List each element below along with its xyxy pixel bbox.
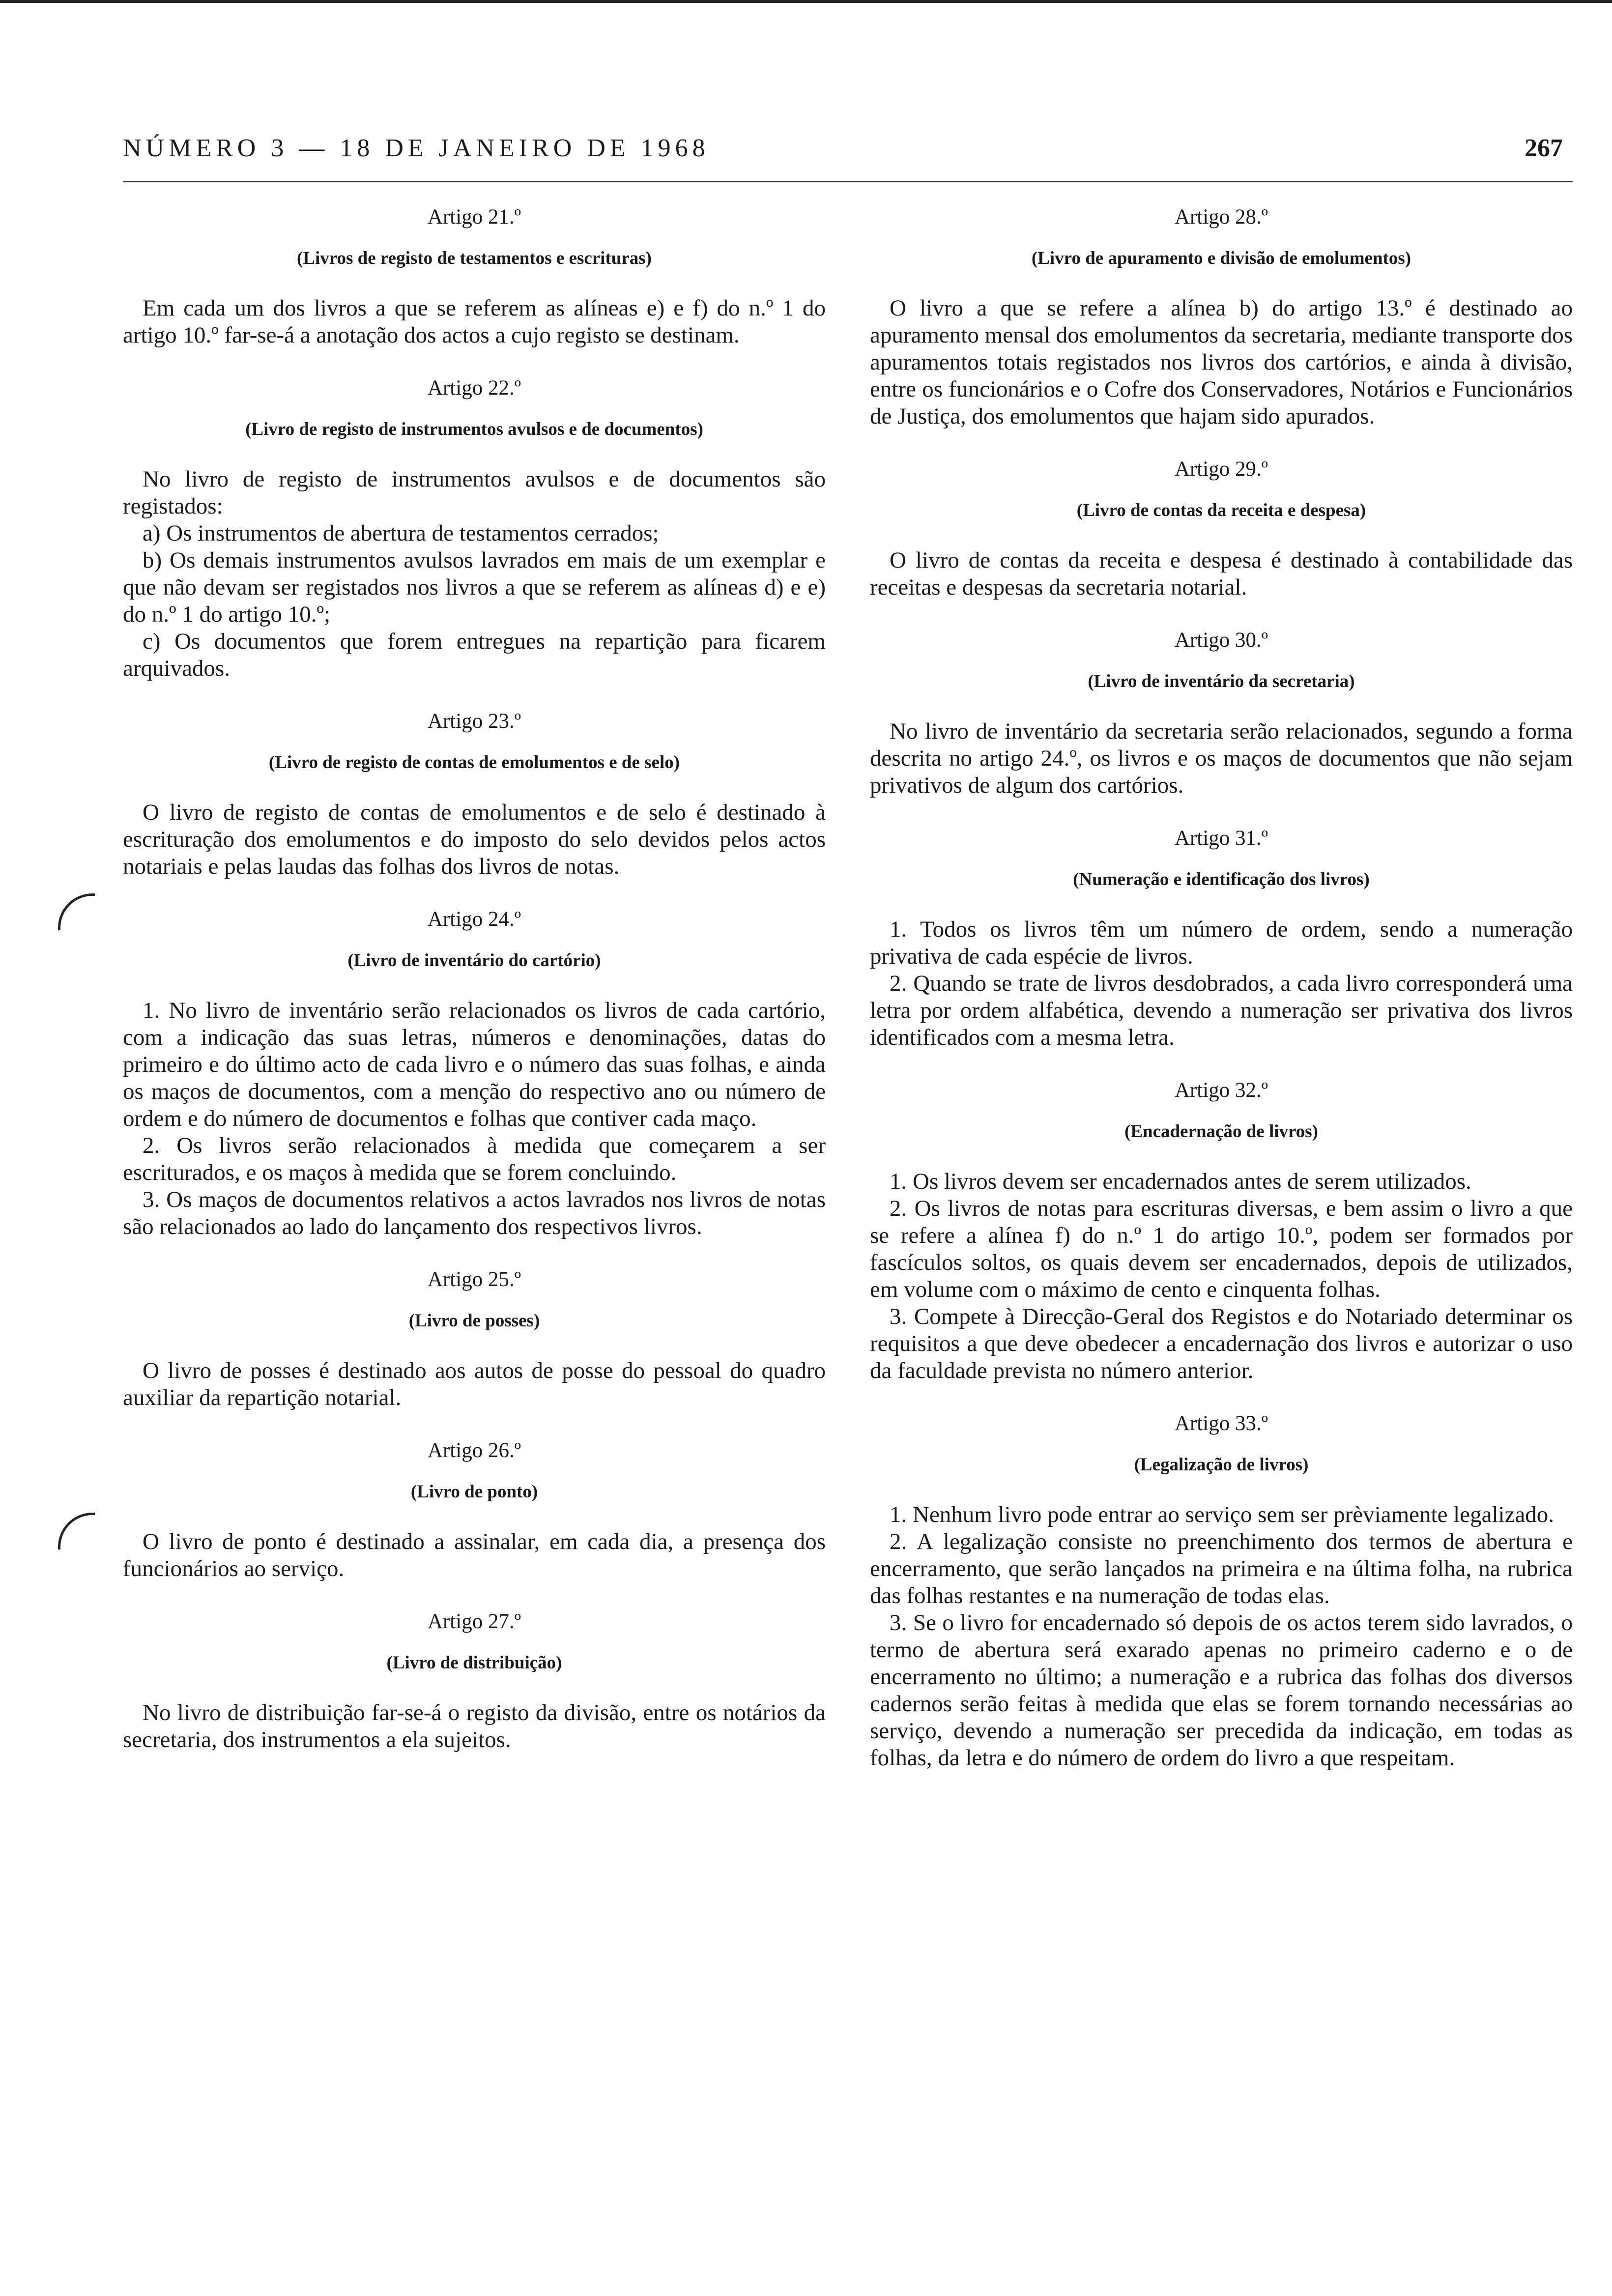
article-title: Artigo 33.º: [1174, 1412, 1268, 1435]
article-paragraph: O livro a que se refere a alínea b) do artigo 13.º é destinado ao apuramento mensal dos emolumentos da secretaria, mediante transporte dos apuramentos totais registados nos livros dos cartórios, e ainda à divisão, entre os funcionários e o Cofre dos Conservadores, Notários e Funcionários de Justiça, dos emolumentos que hajam sido apurados.: [870, 295, 1573, 429]
article: [123, 1611, 826, 1753]
article: [123, 206, 826, 349]
article-title: Artigo 32.º: [1174, 1079, 1268, 1102]
article-paragraph: O livro de registo de contas de emolumentos e de selo é destinado à escrituração dos emolumentos e do imposto do selo devidos pelos actos notariais e pelas laudas das folhas dos livros de notas.: [123, 800, 826, 879]
article: [870, 459, 1573, 601]
article-title: Artigo 25.º: [427, 1268, 521, 1291]
article-paragraph: 1. Todos os livros têm um número de ordem, sendo a numeração privativa de cada espécie de livros.: [870, 917, 1573, 969]
left-column: [123, 206, 826, 1782]
article-title: Artigo 23.º: [427, 710, 521, 733]
article-subtitle: (Livro de registo de contas de emolumentos e de selo): [268, 752, 680, 773]
article: [870, 1413, 1573, 1772]
article-paragraph: O livro de ponto é destinado a assinalar, em cada dia, a presença dos funcionários ao serviço.: [123, 1529, 826, 1581]
article-title: Artigo 30.º: [1174, 629, 1268, 652]
article-title: Artigo 29.º: [1174, 458, 1268, 481]
article-paragraph: No livro de registo de instrumentos avulsos e de documentos são registados:: [123, 466, 826, 519]
article-title: Artigo 22.º: [427, 376, 521, 400]
article: [123, 711, 826, 880]
article-paragraph: No livro de distribuição far-se-á o registo da divisão, entre os notários da secretaria, dos instrumentos a ela sujeitos.: [123, 1700, 826, 1752]
article-title: Artigo 24.º: [427, 908, 521, 931]
article-paragraph: O livro de posses é destinado aos autos de posse do pessoal do quadro auxiliar da repartição notarial.: [123, 1358, 826, 1410]
article-subtitle: (Numeração e identificação dos livros): [1073, 869, 1370, 890]
article-paragraph: 3. Compete à Direcção-Geral dos Registos e do Notariado determinar os requisitos a que deve obedecer a encadernação dos livros e autorizar o uso da faculdade prevista no número anterior.: [870, 1304, 1573, 1383]
article-paragraph: c) Os documentos que forem entregues na repartição para ficarem arquivados.: [123, 629, 826, 681]
article-subtitle: (Livro de posses): [408, 1311, 540, 1331]
article: [123, 377, 826, 682]
article-subtitle: (Livro de ponto): [410, 1482, 538, 1502]
article: [123, 909, 826, 1240]
article-subtitle: (Livro de contas da receita e despesa): [1076, 500, 1366, 520]
article-subtitle: (Livro de inventário do cartório): [347, 950, 601, 971]
article-paragraph: a) Os instrumentos de abertura de testamentos cerrados;: [143, 520, 659, 546]
page-number: 267: [1525, 134, 1563, 162]
article: [870, 206, 1573, 430]
article-paragraph: Em cada um dos livros a que se referem as alíneas e) e f) do n.º 1 do artigo 10.º far-se-á a anotação dos actos a cujo registo se destinam.: [123, 295, 826, 348]
article-subtitle: (Legalização de livros): [1134, 1455, 1309, 1475]
article: [123, 1269, 826, 1411]
article-paragraph: 2. Quando se trate de livros desdobrados, a cada livro corresponderá uma letra por ordem alfabética, devendo a numeração ser privativa dos livros identificados com a mesma letra.: [870, 971, 1573, 1050]
article-paragraph: 1. Nenhum livro pode entrar ao serviço sem ser prèviamente legalizado.: [890, 1502, 1554, 1527]
article-paragraph: 1. No livro de inventário serão relacionados os livros de cada cartório, com a indicação das suas letras, números e denominações, datas do primeiro e do último acto de cada livro e o número das suas folhas, e ainda os maços de documentos, com a menção do respectivo ano ou número de ordem e do número de documentos e folhas que contiver cada maço.: [123, 998, 826, 1131]
article-title: Artigo 26.º: [427, 1439, 521, 1462]
article-subtitle: (Livro de inventário da secretaria): [1088, 671, 1355, 691]
article-paragraph: 2. A legalização consiste no preenchimento dos termos de abertura e encerramento, que serão lançados na primeira e na última folha, na rubrica das folhas restantes e na numeração de todas elas.: [870, 1529, 1573, 1608]
article-subtitle: (Livro de distribuição): [386, 1653, 562, 1673]
article-paragraph: b) Os demais instrumentos avulsos lavrados em mais de um exemplar e que não devam ser registados nos livros a que se referem as alíneas d) e e) do n.º 1 do artigo 10.º;: [123, 547, 826, 627]
article-paragraph: No livro de inventário da secretaria serão relacionados, segundo a forma descrita no artigo 24.º, os livros e os maços de documentos que não sejam privativos de algum dos cartórios.: [870, 718, 1573, 798]
article-title: Artigo 31.º: [1174, 827, 1268, 850]
article-subtitle: (Livro de registo de instrumentos avulsos e de documentos): [245, 419, 703, 439]
article-paragraph: 2. Os livros serão relacionados à medida que começarem a ser escriturados, e os maços à medida que se forem concluindo.: [123, 1133, 826, 1185]
article-title: Artigo 21.º: [427, 205, 521, 229]
article: [870, 630, 1573, 799]
margin-mark: [58, 893, 95, 930]
article-paragraph: 1. Os livros devem ser encadernados antes de serem utilizados.: [890, 1169, 1471, 1194]
article-title: Artigo 28.º: [1174, 205, 1268, 229]
article-paragraph: 3. Se o livro for encadernado só depois de os actos terem sido lavrados, o termo de abertura será exarado apenas no primeiro caderno e o de encerramento no último; a numeração e a rubrica das folhas dos diversos cadernos serão feitas à medida que elas se forem tornando necessárias ao serviço, devendo a numeração ser precedida da indicação, em todas as folhas, da letra e do número de ordem do livro a que respeitam.: [870, 1610, 1573, 1771]
article: [870, 1080, 1573, 1384]
article: [123, 1440, 826, 1582]
article-paragraph: O livro de contas da receita e despesa é destinado à contabilidade das receitas e despesas da secretaria notarial.: [870, 547, 1573, 600]
right-column: [870, 206, 1573, 1800]
margin-mark: [58, 1513, 95, 1550]
article-paragraph: 2. Os livros de notas para escrituras diversas, e bem assim o livro a que se refere a alínea f) do n.º 1 do artigo 10.º, podem ser formados por fascículos soltos, os quais devem ser encadernados, depois de utilizados, em volume com o máximo de cento e cinquenta folhas.: [870, 1196, 1573, 1302]
issue-title: NÚMERO 3 — 18 DE JANEIRO DE 1968: [123, 134, 710, 162]
page-header: [123, 134, 1573, 173]
article-subtitle: (Livro de apuramento e divisão de emolumentos): [1031, 248, 1411, 268]
article-paragraph: 3. Os maços de documentos relativos a actos lavrados nos livros de notas são relacionados ao lado do lançamento dos respectivos livros.: [123, 1187, 826, 1239]
article-subtitle: (Livros de registo de testamentos e escrituras): [296, 248, 652, 268]
article-title: Artigo 27.º: [427, 1610, 521, 1633]
article: [870, 828, 1573, 1051]
top-border-rule: [0, 0, 1612, 3]
header-divider: [123, 181, 1573, 182]
article-subtitle: (Encadernação de livros): [1124, 1121, 1318, 1142]
